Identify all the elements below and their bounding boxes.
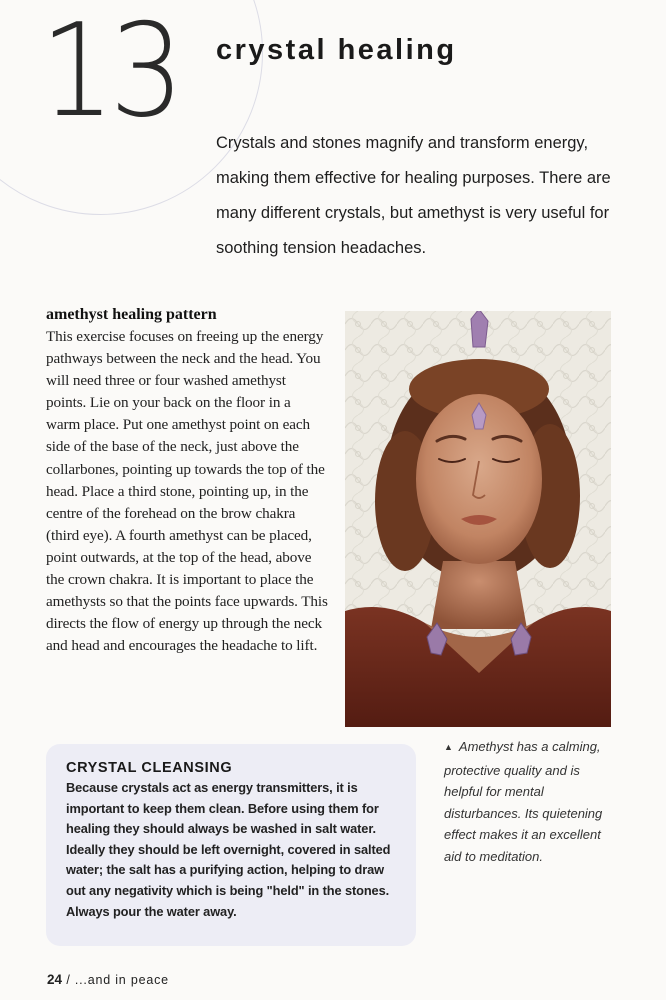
body-column: [46, 304, 328, 657]
page-footer: [47, 972, 169, 987]
photo-caption: [444, 736, 614, 867]
woman-with-crystals-illustration: [345, 311, 611, 727]
caption-marker-icon: ▲: [444, 742, 453, 752]
intro-paragraph: Crystals and stones magnify and transform energy, making them effective for healing purposes. There are many different crystals, but amethyst is very useful for soothing tension headaches.: [216, 134, 611, 257]
body-paragraph: This exercise focuses on freeing up the energy pathways between the neck and the head. You will need three or four washed amethyst points. Lie on your back on the floor in a warm place. Put one amethyst point on each side of the base of the neck, just above the collarbones, pointing up towards the top of the head. Place a third stone, pointing up, in the centre of the forehead on the brow chakra (third eye). A fourth amethyst can be placed, point outwards, at the top of the head, above the crown chakra. It is important to place the amethysts so that the points face upwards. This directs the flow of energy up through the neck and head and encourages the headache to lift.: [46, 328, 328, 655]
crystal-cleansing-box: [46, 744, 416, 946]
page-number: 24: [47, 972, 63, 987]
sidebar-title: CRYSTAL CLEANSING: [66, 760, 233, 776]
chapter-number: 13: [40, 0, 179, 146]
section-heading: amethyst healing pattern: [46, 306, 217, 323]
footer-separator: /: [66, 973, 71, 987]
chapter-title: crystal healing: [216, 34, 457, 66]
meditation-photo: [345, 311, 611, 727]
sidebar-text: Because crystals act as energy transmitters, it is important to keep them clean. Before using them for healing they should always be washed in salt water. Ideally they should be left overnight, covered in salted water; the salt has a purifying action, helping to draw out any negativity which is being "held" in the stones. Always pour the water away.: [66, 780, 391, 919]
running-title: ...and in peace: [74, 973, 169, 987]
caption-text: Amethyst has a calming, protective quality and is helpful for mental disturbances. Its quietening effect makes it an excellent aid to meditation.: [444, 739, 603, 864]
